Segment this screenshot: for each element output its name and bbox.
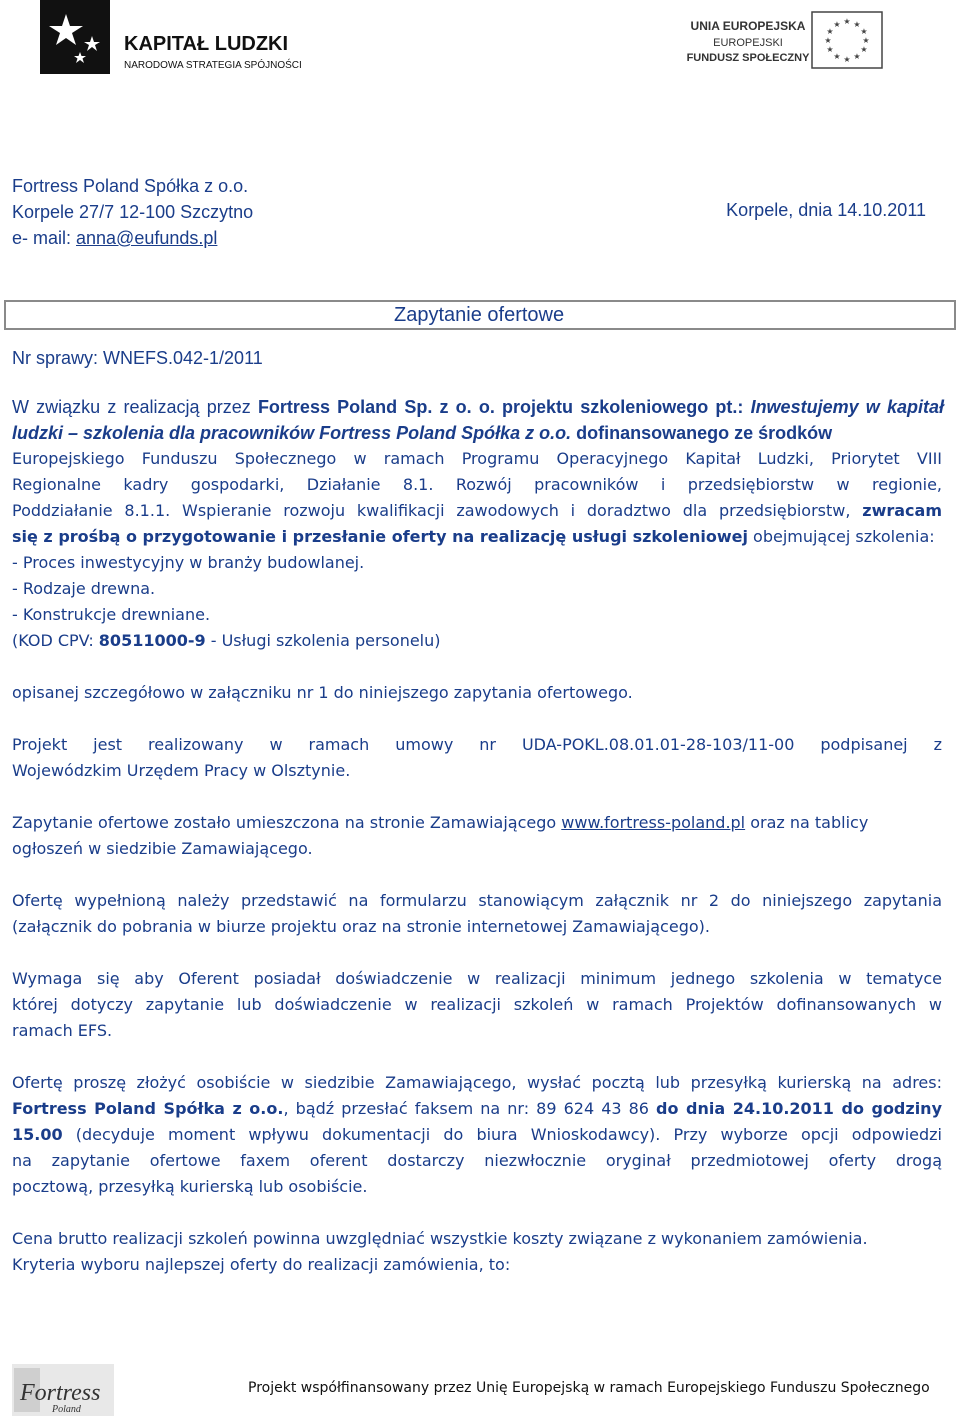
svg-text:★: ★ — [860, 45, 868, 54]
svg-text:★: ★ — [843, 17, 851, 26]
svg-text:★: ★ — [853, 52, 861, 61]
body-line-4 — [12, 524, 935, 550]
website-link[interactable]: www.fortress-poland.pl — [561, 813, 746, 832]
submission-text: (decyduje moment wpływu dokumentacji do biura Wnioskodawcy). Przy wyborze opcji odpowiedzi — [62, 1125, 942, 1144]
submission-line-1: Ofertę proszę złożyć osobiście w siedzibie Zamawiającego, wysłać pocztą lub przesyłką kurierską na adres: — [12, 1073, 942, 1092]
svg-text:★: ★ — [833, 20, 841, 29]
sender-address: Korpele 27/7 12-100 Szczytno — [12, 202, 254, 222]
form-line-1: Ofertę wypełnioną należy przedstawić na formularzu stanowiącym załącznik nr 2 do niniejszego zapytania — [12, 891, 942, 910]
requirement-line-2: której dotyczy zapytanie lub doświadczenie w realizacji szkoleń w ramach Projektów dofinansowanych w — [12, 995, 942, 1014]
website-text: Zapytanie ofertowe zostało umieszczona na stronie Zamawiającego — [12, 813, 562, 832]
training-item-1: - Proces inwestycyjny w branży budowlanej. — [12, 553, 365, 572]
kl-subtitle: NARODOWA STRATEGIA SPÓJNOŚCI — [124, 60, 302, 71]
submission-line-3 — [12, 1122, 942, 1148]
svg-text:★: ★ — [843, 55, 851, 64]
contract-line-1: Projekt jest realizowany w ramach umowy nr UDA-POKL.08.01.01-28-103/11-00 podpisanej z — [12, 735, 942, 754]
intro-project-name: Fortress Poland Sp. z o. o. projektu szkoleniowego pt. — [257, 397, 738, 417]
svg-text:★: ★ — [860, 27, 868, 36]
intro-colon: : — [737, 397, 751, 417]
footer-text: Projekt współfinansowany przez Unię Europejską w ramach Europejskiego Funduszu Społecznego — [248, 1380, 930, 1396]
body-line-4-text: obejmującej szkolenia: — [747, 527, 935, 546]
eu-efs-logo — [680, 10, 915, 76]
body-line-4-bold: się z prośbą o przygotowanie i przesłanie oferty na realizację usługi szkoleniowej — [12, 527, 748, 546]
fortress-logo-sub: Poland — [52, 1404, 81, 1415]
cpv-code: 80511000-9 — [98, 631, 206, 650]
eu-line2: EUROPEJSKI — [713, 37, 783, 49]
submission-company: Fortress Poland Spółka z o.o. — [12, 1099, 284, 1118]
svg-text:★: ★ — [824, 36, 832, 45]
attachment-line: opisanej szczegółowo w załączniku nr 1 do niniejszego zapytania ofertowego. — [12, 683, 633, 702]
eu-line1: UNIA EUROPEJSKA — [690, 19, 806, 33]
body-line-3-text: Poddziałanie 8.1.1. Wspieranie rozwoju kwalifikacji zawodowych i doradztwo dla przedsiębiorstw, — [12, 501, 863, 520]
svg-text:★: ★ — [826, 45, 834, 54]
submission-line-2 — [12, 1096, 942, 1122]
body-line-2: Regionalne kadry gospodarki, Działanie 8.1. Rozwój pracowników i przedsiębiorstw w regionie, — [12, 475, 942, 494]
body-line-3-bold: zwracam — [862, 501, 942, 520]
svg-text:★: ★ — [853, 20, 861, 29]
svg-text:★: ★ — [826, 27, 834, 36]
intro-paragraph — [12, 394, 944, 446]
svg-text:★: ★ — [862, 36, 870, 45]
requirement-line-3: ramach EFS. — [12, 1021, 113, 1040]
case-number: Nr sprawy: WNEFS.042-1/2011 — [12, 348, 263, 368]
cpv-code-line — [12, 628, 441, 654]
submission-line-5: pocztową, przesyłką kurierską lub osobiście. — [12, 1177, 368, 1196]
svg-text:★: ★ — [833, 52, 841, 61]
kapital-ludzki-logo — [40, 0, 340, 76]
submission-time: 15.00 — [12, 1125, 63, 1144]
document-title: Zapytanie ofertowe — [394, 304, 565, 326]
intro-project-title: Inwestujemy w kapitał ludzki – szkolenia dla pracowników Fortress Poland Spółka z o.o. — [12, 397, 944, 443]
website-line-2: ogłoszeń w siedzibie Zamawiającego. — [12, 839, 313, 858]
sender-name: Fortress Poland Spółka z o.o. — [12, 176, 249, 196]
cpv-description: - Usługi szkolenia personelu) — [205, 631, 441, 650]
kapital-ludzki-emblem-icon — [40, 0, 340, 76]
kl-title: KAPITAŁ LUDZKI — [124, 33, 289, 55]
intro-text-2: dofinansowanego ze środków — [571, 423, 833, 443]
intro-text-1: W związku z realizacją przez — [12, 397, 258, 417]
submission-line-4: na zapytanie ofertowe faxem oferent dostarczy niezwłocznie oryginał przedmiotowej oferty drogą — [12, 1151, 942, 1170]
requirement-line-1: Wymaga się aby Oferent posiadał doświadczenie w realizacji minimum jednego szkolenia w tematyce — [12, 969, 942, 988]
submission-deadline: do dnia 24.10.2011 do godziny — [656, 1099, 943, 1118]
submission-fax: , bądź przesłać faksem na nr: 89 624 43 86 — [283, 1099, 657, 1118]
email-prefix: e- mail: — [12, 228, 77, 248]
training-item-2: - Rodzaje drewna. — [12, 579, 156, 598]
website-line — [12, 810, 868, 836]
contract-line-2: Wojewódzkim Urzędem Pracy w Olsztynie. — [12, 761, 351, 780]
place-date: Korpele, dnia 14.10.2011 — [726, 200, 926, 220]
cpv-prefix: (KOD CPV: — [12, 631, 99, 650]
training-item-3: - Konstrukcje drewniane. — [12, 605, 211, 624]
criteria-line: Kryteria wyboru najlepszej oferty do realizacji zamówienia, to: — [12, 1255, 511, 1274]
email-link[interactable]: anna@eufunds.pl — [76, 228, 218, 248]
sender-email — [12, 226, 217, 250]
price-line: Cena brutto realizacji szkoleń powinna uwzględniać wszystkie koszty związane z wykonaniem zamówienia. — [12, 1229, 868, 1248]
fortress-logo-text: Fortress — [20, 1380, 101, 1406]
form-line-2: (załącznik do pobrania w biurze projektu oraz na stronie internetowej Zamawiającego). — [12, 917, 710, 936]
body-line-1: Europejskiego Funduszu Społecznego w ramach Programu Operacyjnego Kapitał Ludzki, Priorytet VIII — [12, 449, 942, 468]
eu-flag-icon — [812, 12, 882, 68]
eu-line3: FUNDUSZ SPOŁECZNY — [686, 52, 810, 64]
website-text-2: oraz na tablicy — [745, 813, 869, 832]
body-line-3 — [12, 498, 942, 524]
fortress-poland-logo — [12, 1364, 114, 1416]
